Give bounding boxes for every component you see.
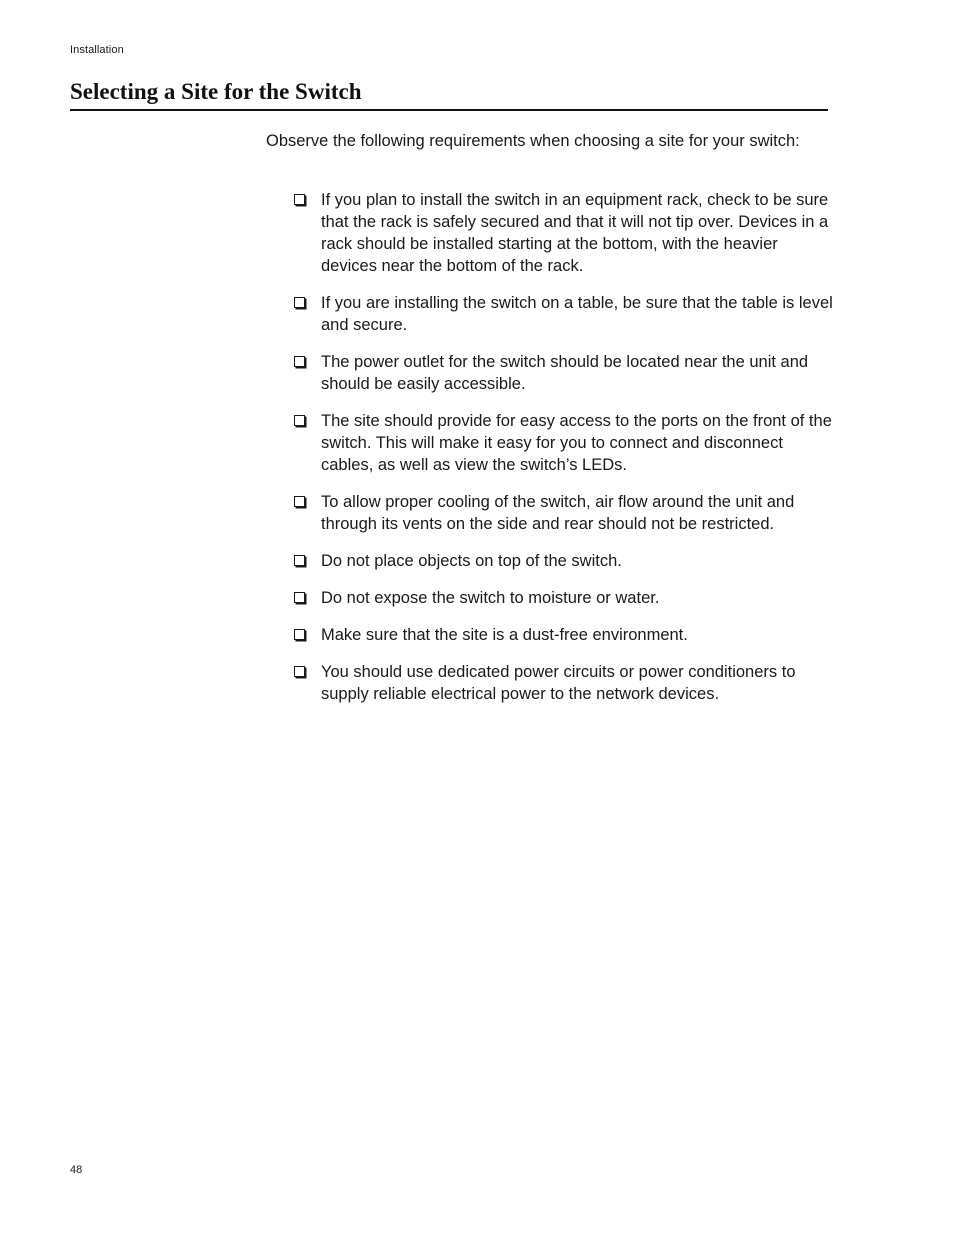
requirement-text: Do not place objects on top of the switch. (321, 552, 622, 570)
requirement-text: If you plan to install the switch in an equipment rack, check to be sure that the rack is safely secured and that it will not tip over. Devices in a rack should be installed starting at the bottom, with the heavier devices near the bottom of the rack. (321, 191, 829, 275)
checkbox-icon (294, 666, 305, 677)
list-item (294, 550, 834, 572)
checkbox-icon (294, 415, 305, 426)
requirement-text: The site should provide for easy access to the ports on the front of the switch. This will make it easy for you to connect and disconnect cables, as well as view the switch’s LEDs. (321, 412, 832, 474)
requirement-text: The power outlet for the switch should be located near the unit and should be easily accessible. (321, 353, 809, 393)
list-item (294, 587, 834, 609)
section-title: Selecting a Site for the Switch (70, 79, 362, 104)
requirements-list (294, 189, 834, 720)
list-item (294, 292, 834, 336)
title-rule (70, 109, 828, 111)
list-item (294, 189, 834, 277)
checkbox-icon (294, 629, 305, 640)
checkbox-icon (294, 496, 305, 507)
running-header: Installation (70, 44, 124, 56)
requirement-text: Make sure that the site is a dust-free environment. (321, 626, 688, 644)
requirement-text: Do not expose the switch to moisture or water. (321, 589, 660, 607)
list-item (294, 491, 834, 535)
list-item (294, 410, 834, 476)
list-item (294, 351, 834, 395)
checkbox-icon (294, 555, 305, 566)
requirement-text: If you are installing the switch on a table, be sure that the table is level and secure. (321, 294, 833, 334)
checkbox-icon (294, 592, 305, 603)
list-item (294, 661, 834, 705)
list-item (294, 624, 834, 646)
requirement-text: To allow proper cooling of the switch, air flow around the unit and through its vents on the side and rear should not be restricted. (321, 493, 795, 533)
checkbox-icon (294, 356, 305, 367)
checkbox-icon (294, 194, 305, 205)
checkbox-icon (294, 297, 305, 308)
requirement-text: You should use dedicated power circuits or power conditioners to supply reliable electrical power to the network devices. (321, 663, 796, 703)
page-number: 48 (70, 1164, 83, 1176)
intro-paragraph: Observe the following requirements when choosing a site for your switch: (266, 132, 800, 150)
